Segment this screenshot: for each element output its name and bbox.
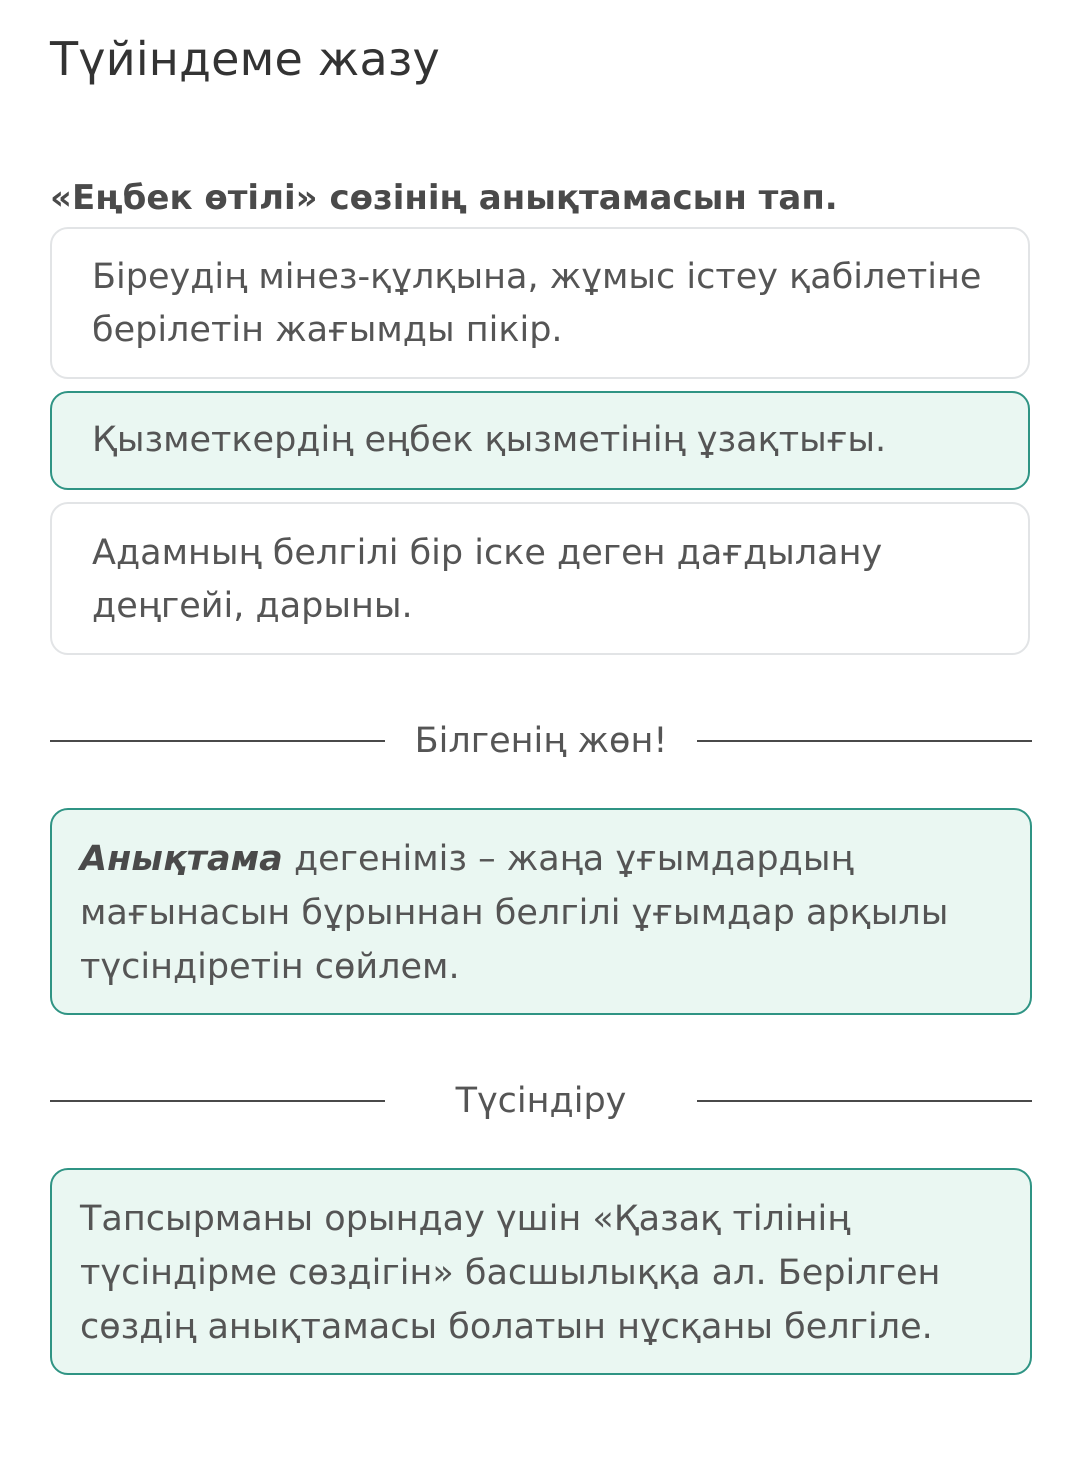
explanation-text: Тапсырманы орындау үшін «Қазақ тілінің түсіндірме сөздігін» басшылыққа ал. Берілген сөздің анықтамасы болатын нұсқаны белгіле.: [80, 1199, 941, 1347]
explanation-section-heading: Түсіндіру: [455, 1081, 627, 1121]
definition-text: дегеніміз – жаңа ұғымдардың мағынасын бұрыннан белгілі ұғымдар арқылы түсіндіретін сөйлем.: [80, 839, 949, 987]
answer-option[interactable]: [50, 502, 1030, 655]
answer-option-text: Адамның белгілі бір іске деген дағдылану деңгейі, дарыны.: [92, 533, 883, 626]
divider-line-right: [697, 1100, 1032, 1102]
definition-term: Анықтама: [80, 839, 283, 879]
answer-option-text: Біреудің мінез-құлқына, жұмыс істеу қабілетіне берілетін жағымды пікір.: [92, 257, 982, 350]
answer-option-text: Қызметкердің еңбек қызметінің ұзақтығы.: [92, 420, 887, 460]
definition-box: [50, 808, 1032, 1015]
answer-option[interactable]: [50, 227, 1030, 379]
know-section-heading: Білгенің жөн!: [414, 721, 668, 761]
know-section-divider: [50, 711, 1032, 771]
answer-option-selected[interactable]: [50, 391, 1030, 490]
explanation-section-divider: [50, 1071, 1032, 1131]
explanation-box: [50, 1168, 1032, 1375]
page-title: Түйіндеме жазу: [50, 32, 440, 86]
divider-line-right: [697, 740, 1032, 742]
question-text: «Еңбек өтілі» сөзінің анықтамасын тап.: [50, 178, 838, 218]
